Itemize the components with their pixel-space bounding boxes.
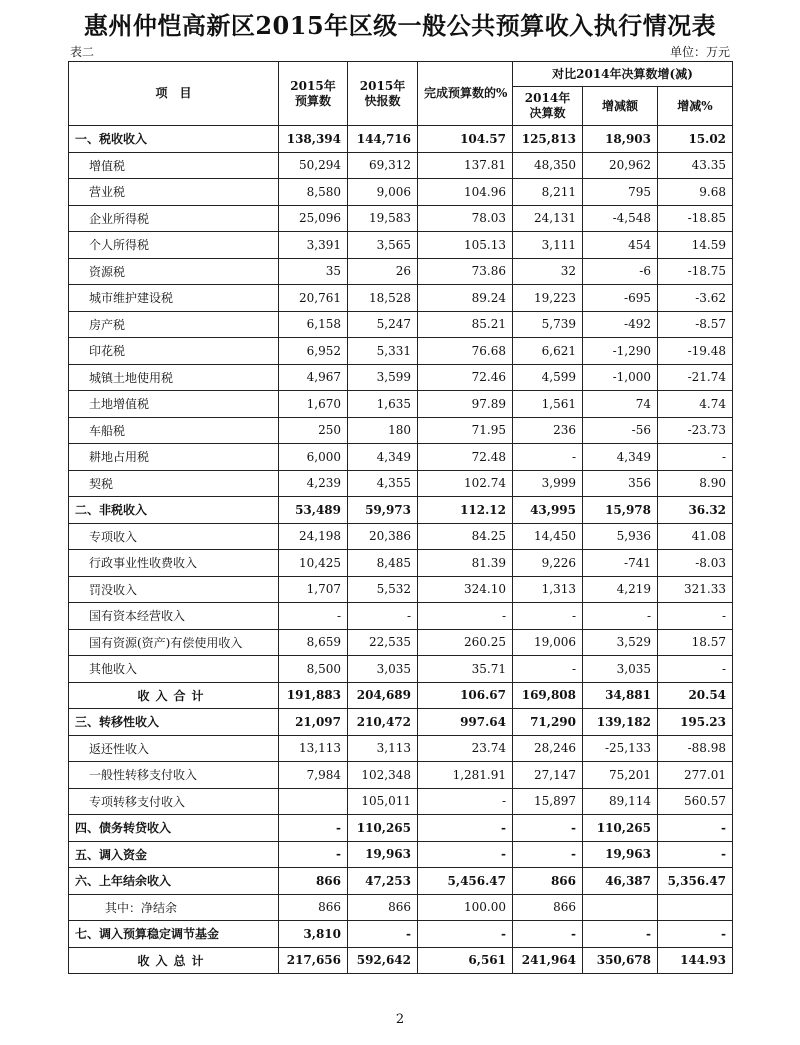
table-row — [69, 921, 733, 948]
change-pct-cell: - — [658, 656, 733, 683]
budget-cell: 191,883 — [279, 682, 348, 709]
budget-cell: - — [279, 603, 348, 630]
final-2014-cell: 866 — [513, 894, 583, 921]
final-2014-cell: 14,450 — [513, 523, 583, 550]
express-cell: 4,355 — [348, 470, 418, 497]
final-2014-cell: 71,290 — [513, 709, 583, 736]
express-cell: 5,532 — [348, 576, 418, 603]
change-cell: -6 — [583, 258, 658, 285]
completion-cell: 81.39 — [418, 550, 513, 577]
express-cell: 19,583 — [348, 205, 418, 232]
table-row — [69, 126, 733, 153]
table-row — [69, 364, 733, 391]
change-pct-cell: 277.01 — [658, 762, 733, 789]
change-cell: - — [583, 603, 658, 630]
completion-cell: 6,561 — [418, 947, 513, 974]
final-2014-cell: - — [513, 841, 583, 868]
express-cell: 3,035 — [348, 656, 418, 683]
budget-cell: 24,198 — [279, 523, 348, 550]
table-row — [69, 709, 733, 736]
change-cell: 5,936 — [583, 523, 658, 550]
budget-cell: 217,656 — [279, 947, 348, 974]
row-label: 城镇土地使用税 — [69, 364, 279, 391]
change-pct-cell: 15.02 — [658, 126, 733, 153]
row-label: 资源税 — [69, 258, 279, 285]
budget-cell: 50,294 — [279, 152, 348, 179]
table-row — [69, 815, 733, 842]
completion-cell: 35.71 — [418, 656, 513, 683]
completion-cell: 78.03 — [418, 205, 513, 232]
budget-cell: 6,952 — [279, 338, 348, 365]
completion-cell: 76.68 — [418, 338, 513, 365]
table-row — [69, 444, 733, 471]
change-pct-cell: -88.98 — [658, 735, 733, 762]
express-cell: 59,973 — [348, 497, 418, 524]
express-cell: 105,011 — [348, 788, 418, 815]
express-cell: 5,331 — [348, 338, 418, 365]
row-label: 返还性收入 — [69, 735, 279, 762]
row-label: 二、非税收入 — [69, 497, 279, 524]
completion-cell: - — [418, 841, 513, 868]
completion-cell: - — [418, 788, 513, 815]
budget-cell: 13,113 — [279, 735, 348, 762]
table-row — [69, 179, 733, 206]
final-2014-cell: 3,111 — [513, 232, 583, 259]
completion-cell: 71.95 — [418, 417, 513, 444]
row-label: 六、上年结余收入 — [69, 868, 279, 895]
final-2014-cell: 4,599 — [513, 364, 583, 391]
row-label: 国有资本经营收入 — [69, 603, 279, 630]
change-cell: -492 — [583, 311, 658, 338]
budget-cell: 6,000 — [279, 444, 348, 471]
change-pct-cell: -18.85 — [658, 205, 733, 232]
change-pct-cell: 195.23 — [658, 709, 733, 736]
header-change: 增减额 — [583, 87, 658, 126]
final-2014-cell: 19,223 — [513, 285, 583, 312]
final-2014-cell: - — [513, 921, 583, 948]
final-2014-cell: 27,147 — [513, 762, 583, 789]
unit-label: 单位：万元 — [669, 45, 730, 59]
row-label: 三、转移性收入 — [69, 709, 279, 736]
header-completion: 完成预算数的% — [418, 62, 513, 126]
row-label: 五、调入资金 — [69, 841, 279, 868]
table-row — [69, 629, 733, 656]
express-cell: 19,963 — [348, 841, 418, 868]
change-pct-cell: 9.68 — [658, 179, 733, 206]
budget-cell: 866 — [279, 868, 348, 895]
completion-cell: 104.96 — [418, 179, 513, 206]
budget-cell: 35 — [279, 258, 348, 285]
express-cell: 144,716 — [348, 126, 418, 153]
budget-cell: 3,810 — [279, 921, 348, 948]
completion-cell: 97.89 — [418, 391, 513, 418]
change-cell: 3,529 — [583, 629, 658, 656]
change-pct-cell: - — [658, 841, 733, 868]
table-row — [69, 841, 733, 868]
change-cell: -1,290 — [583, 338, 658, 365]
express-cell: 3,565 — [348, 232, 418, 259]
change-pct-cell: -23.73 — [658, 417, 733, 444]
row-label: 七、调入预算稳定调节基金 — [69, 921, 279, 948]
completion-cell: 997.64 — [418, 709, 513, 736]
header-change-pct: 增减% — [658, 87, 733, 126]
express-cell: 3,599 — [348, 364, 418, 391]
change-cell: 110,265 — [583, 815, 658, 842]
completion-cell: 5,456.47 — [418, 868, 513, 895]
row-label: 收入总计 — [69, 947, 279, 974]
table-row — [69, 205, 733, 232]
change-cell: 46,387 — [583, 868, 658, 895]
final-2014-cell: 1,561 — [513, 391, 583, 418]
completion-cell: - — [418, 921, 513, 948]
change-pct-cell: -3.62 — [658, 285, 733, 312]
final-2014-cell: 28,246 — [513, 735, 583, 762]
change-pct-cell: - — [658, 815, 733, 842]
table-row — [69, 762, 733, 789]
budget-cell: 4,967 — [279, 364, 348, 391]
change-cell: 350,678 — [583, 947, 658, 974]
completion-cell: 1,281.91 — [418, 762, 513, 789]
change-cell: - — [583, 921, 658, 948]
budget-cell: 1,670 — [279, 391, 348, 418]
express-cell: 22,535 — [348, 629, 418, 656]
change-pct-cell: -8.57 — [658, 311, 733, 338]
change-cell: 4,219 — [583, 576, 658, 603]
header-compare: 对比2014年决算数增(减) — [513, 62, 733, 87]
table-label: 表二 — [70, 45, 95, 59]
header-budget — [279, 62, 348, 126]
final-2014-cell: - — [513, 603, 583, 630]
header-item: 项 目 — [69, 62, 279, 126]
express-cell: 204,689 — [348, 682, 418, 709]
table-row — [69, 470, 733, 497]
express-cell: 592,642 — [348, 947, 418, 974]
completion-cell: 137.81 — [418, 152, 513, 179]
row-label: 一般性转移支付收入 — [69, 762, 279, 789]
express-cell: - — [348, 603, 418, 630]
completion-cell: 112.12 — [418, 497, 513, 524]
final-2014-cell: - — [513, 815, 583, 842]
table-row — [69, 232, 733, 259]
row-label: 企业所得税 — [69, 205, 279, 232]
express-cell: - — [348, 921, 418, 948]
change-pct-cell: 20.54 — [658, 682, 733, 709]
budget-cell: - — [279, 841, 348, 868]
express-cell: 1,635 — [348, 391, 418, 418]
table-row — [69, 894, 733, 921]
row-label: 专项收入 — [69, 523, 279, 550]
express-cell: 8,485 — [348, 550, 418, 577]
final-2014-cell: 3,999 — [513, 470, 583, 497]
budget-cell: 1,707 — [279, 576, 348, 603]
table-row — [69, 497, 733, 524]
table-row — [69, 682, 733, 709]
row-label: 国有资源(资产)有偿使用收入 — [69, 629, 279, 656]
row-label: 土地增值税 — [69, 391, 279, 418]
change-pct-cell: 144.93 — [658, 947, 733, 974]
change-cell: 15,978 — [583, 497, 658, 524]
completion-cell: - — [418, 603, 513, 630]
completion-cell: - — [418, 815, 513, 842]
table-row — [69, 338, 733, 365]
express-cell: 26 — [348, 258, 418, 285]
table-row — [69, 311, 733, 338]
change-cell: 3,035 — [583, 656, 658, 683]
budget-cell: 53,489 — [279, 497, 348, 524]
change-pct-cell: -21.74 — [658, 364, 733, 391]
completion-cell: 105.13 — [418, 232, 513, 259]
change-cell: -56 — [583, 417, 658, 444]
header-express — [348, 62, 418, 126]
budget-cell: 7,984 — [279, 762, 348, 789]
completion-cell: 84.25 — [418, 523, 513, 550]
table-row — [69, 788, 733, 815]
change-pct-cell: -19.48 — [658, 338, 733, 365]
completion-cell: 23.74 — [418, 735, 513, 762]
express-cell: 20,386 — [348, 523, 418, 550]
change-cell: 75,201 — [583, 762, 658, 789]
header-final-2014-text: 2014年 决算数 — [524, 91, 571, 120]
final-2014-cell: - — [513, 444, 583, 471]
row-label: 增值税 — [69, 152, 279, 179]
budget-cell: 20,761 — [279, 285, 348, 312]
change-pct-cell: - — [658, 444, 733, 471]
completion-cell: 72.46 — [418, 364, 513, 391]
table-row — [69, 603, 733, 630]
change-cell: 19,963 — [583, 841, 658, 868]
change-cell: 454 — [583, 232, 658, 259]
change-pct-cell: 4.74 — [658, 391, 733, 418]
change-pct-cell: 18.57 — [658, 629, 733, 656]
budget-table — [68, 61, 733, 974]
budget-cell: 8,580 — [279, 179, 348, 206]
final-2014-cell: 125,813 — [513, 126, 583, 153]
table-row — [69, 258, 733, 285]
final-2014-cell: 48,350 — [513, 152, 583, 179]
table-row — [69, 947, 733, 974]
row-label: 收入合计 — [69, 682, 279, 709]
row-label: 其他收入 — [69, 656, 279, 683]
change-cell: 74 — [583, 391, 658, 418]
change-cell: 139,182 — [583, 709, 658, 736]
change-pct-cell: 321.33 — [658, 576, 733, 603]
completion-cell: 106.67 — [418, 682, 513, 709]
final-2014-cell: 5,739 — [513, 311, 583, 338]
final-2014-cell: 19,006 — [513, 629, 583, 656]
final-2014-cell: 236 — [513, 417, 583, 444]
change-cell: -4,548 — [583, 205, 658, 232]
row-label: 其中：净结余 — [69, 894, 279, 921]
change-pct-cell: 8.90 — [658, 470, 733, 497]
express-cell: 102,348 — [348, 762, 418, 789]
table-row — [69, 523, 733, 550]
row-label: 个人所得税 — [69, 232, 279, 259]
change-cell: 89,114 — [583, 788, 658, 815]
budget-cell: 10,425 — [279, 550, 348, 577]
completion-cell: 89.24 — [418, 285, 513, 312]
express-cell: 4,349 — [348, 444, 418, 471]
change-pct-cell: 5,356.47 — [658, 868, 733, 895]
final-2014-cell: 9,226 — [513, 550, 583, 577]
table-row — [69, 656, 733, 683]
completion-cell: 102.74 — [418, 470, 513, 497]
final-2014-cell: 169,808 — [513, 682, 583, 709]
final-2014-cell: 8,211 — [513, 179, 583, 206]
completion-cell: 100.00 — [418, 894, 513, 921]
change-cell — [583, 894, 658, 921]
express-cell: 47,253 — [348, 868, 418, 895]
table-header — [69, 62, 733, 126]
change-cell: -741 — [583, 550, 658, 577]
change-cell: 34,881 — [583, 682, 658, 709]
completion-cell: 104.57 — [418, 126, 513, 153]
change-pct-cell: - — [658, 921, 733, 948]
change-cell: 795 — [583, 179, 658, 206]
budget-cell: 6,158 — [279, 311, 348, 338]
row-label: 营业税 — [69, 179, 279, 206]
express-cell: 3,113 — [348, 735, 418, 762]
table-body — [69, 126, 733, 974]
budget-cell: 250 — [279, 417, 348, 444]
express-cell: 210,472 — [348, 709, 418, 736]
row-label: 城市维护建设税 — [69, 285, 279, 312]
final-2014-cell: 15,897 — [513, 788, 583, 815]
table-row — [69, 417, 733, 444]
change-pct-cell: -18.75 — [658, 258, 733, 285]
row-label: 一、税收收入 — [69, 126, 279, 153]
express-cell: 18,528 — [348, 285, 418, 312]
final-2014-cell: 32 — [513, 258, 583, 285]
change-pct-cell — [658, 894, 733, 921]
change-pct-cell: 43.35 — [658, 152, 733, 179]
table-row — [69, 735, 733, 762]
express-cell: 180 — [348, 417, 418, 444]
table-row — [69, 576, 733, 603]
completion-cell: 72.48 — [418, 444, 513, 471]
row-label: 四、债务转贷收入 — [69, 815, 279, 842]
final-2014-cell: 866 — [513, 868, 583, 895]
header-express-text: 2015年 快报数 — [359, 78, 406, 108]
row-label: 契税 — [69, 470, 279, 497]
change-pct-cell: - — [658, 603, 733, 630]
budget-cell: 4,239 — [279, 470, 348, 497]
change-cell: 4,349 — [583, 444, 658, 471]
completion-cell: 73.86 — [418, 258, 513, 285]
row-label: 专项转移支付收入 — [69, 788, 279, 815]
budget-cell: - — [279, 815, 348, 842]
table-row — [69, 391, 733, 418]
final-2014-cell: 24,131 — [513, 205, 583, 232]
row-label: 罚没收入 — [69, 576, 279, 603]
budget-cell — [279, 788, 348, 815]
row-label: 车船税 — [69, 417, 279, 444]
row-label: 行政事业性收费收入 — [69, 550, 279, 577]
final-2014-cell: 1,313 — [513, 576, 583, 603]
change-cell: 20,962 — [583, 152, 658, 179]
row-label: 印花税 — [69, 338, 279, 365]
table-row — [69, 550, 733, 577]
page-title: 惠州仲恺高新区2015年区级一般公共预算收入执行情况表 — [83, 11, 717, 40]
final-2014-cell: 6,621 — [513, 338, 583, 365]
change-pct-cell: 14.59 — [658, 232, 733, 259]
change-pct-cell: 41.08 — [658, 523, 733, 550]
table-row — [69, 285, 733, 312]
table-row — [69, 868, 733, 895]
budget-cell: 21,097 — [279, 709, 348, 736]
express-cell: 866 — [348, 894, 418, 921]
change-cell: 18,903 — [583, 126, 658, 153]
header-final-2014 — [513, 87, 583, 126]
completion-cell: 85.21 — [418, 311, 513, 338]
change-cell: -695 — [583, 285, 658, 312]
budget-cell: 3,391 — [279, 232, 348, 259]
express-cell: 110,265 — [348, 815, 418, 842]
change-pct-cell: 560.57 — [658, 788, 733, 815]
change-pct-cell: 36.32 — [658, 497, 733, 524]
budget-cell: 8,659 — [279, 629, 348, 656]
budget-cell: 25,096 — [279, 205, 348, 232]
completion-cell: 260.25 — [418, 629, 513, 656]
page-number: 2 — [395, 1012, 405, 1027]
final-2014-cell: 43,995 — [513, 497, 583, 524]
row-label: 耕地占用税 — [69, 444, 279, 471]
change-cell: -25,133 — [583, 735, 658, 762]
express-cell: 9,006 — [348, 179, 418, 206]
table-row — [69, 152, 733, 179]
final-2014-cell: - — [513, 656, 583, 683]
express-cell: 5,247 — [348, 311, 418, 338]
express-cell: 69,312 — [348, 152, 418, 179]
change-cell: -1,000 — [583, 364, 658, 391]
row-label: 房产税 — [69, 311, 279, 338]
change-pct-cell: -8.03 — [658, 550, 733, 577]
completion-cell: 324.10 — [418, 576, 513, 603]
final-2014-cell: 241,964 — [513, 947, 583, 974]
change-cell: 356 — [583, 470, 658, 497]
budget-cell: 8,500 — [279, 656, 348, 683]
budget-cell: 866 — [279, 894, 348, 921]
header-budget-text: 2015年 预算数 — [290, 78, 336, 108]
budget-cell: 138,394 — [279, 126, 348, 153]
